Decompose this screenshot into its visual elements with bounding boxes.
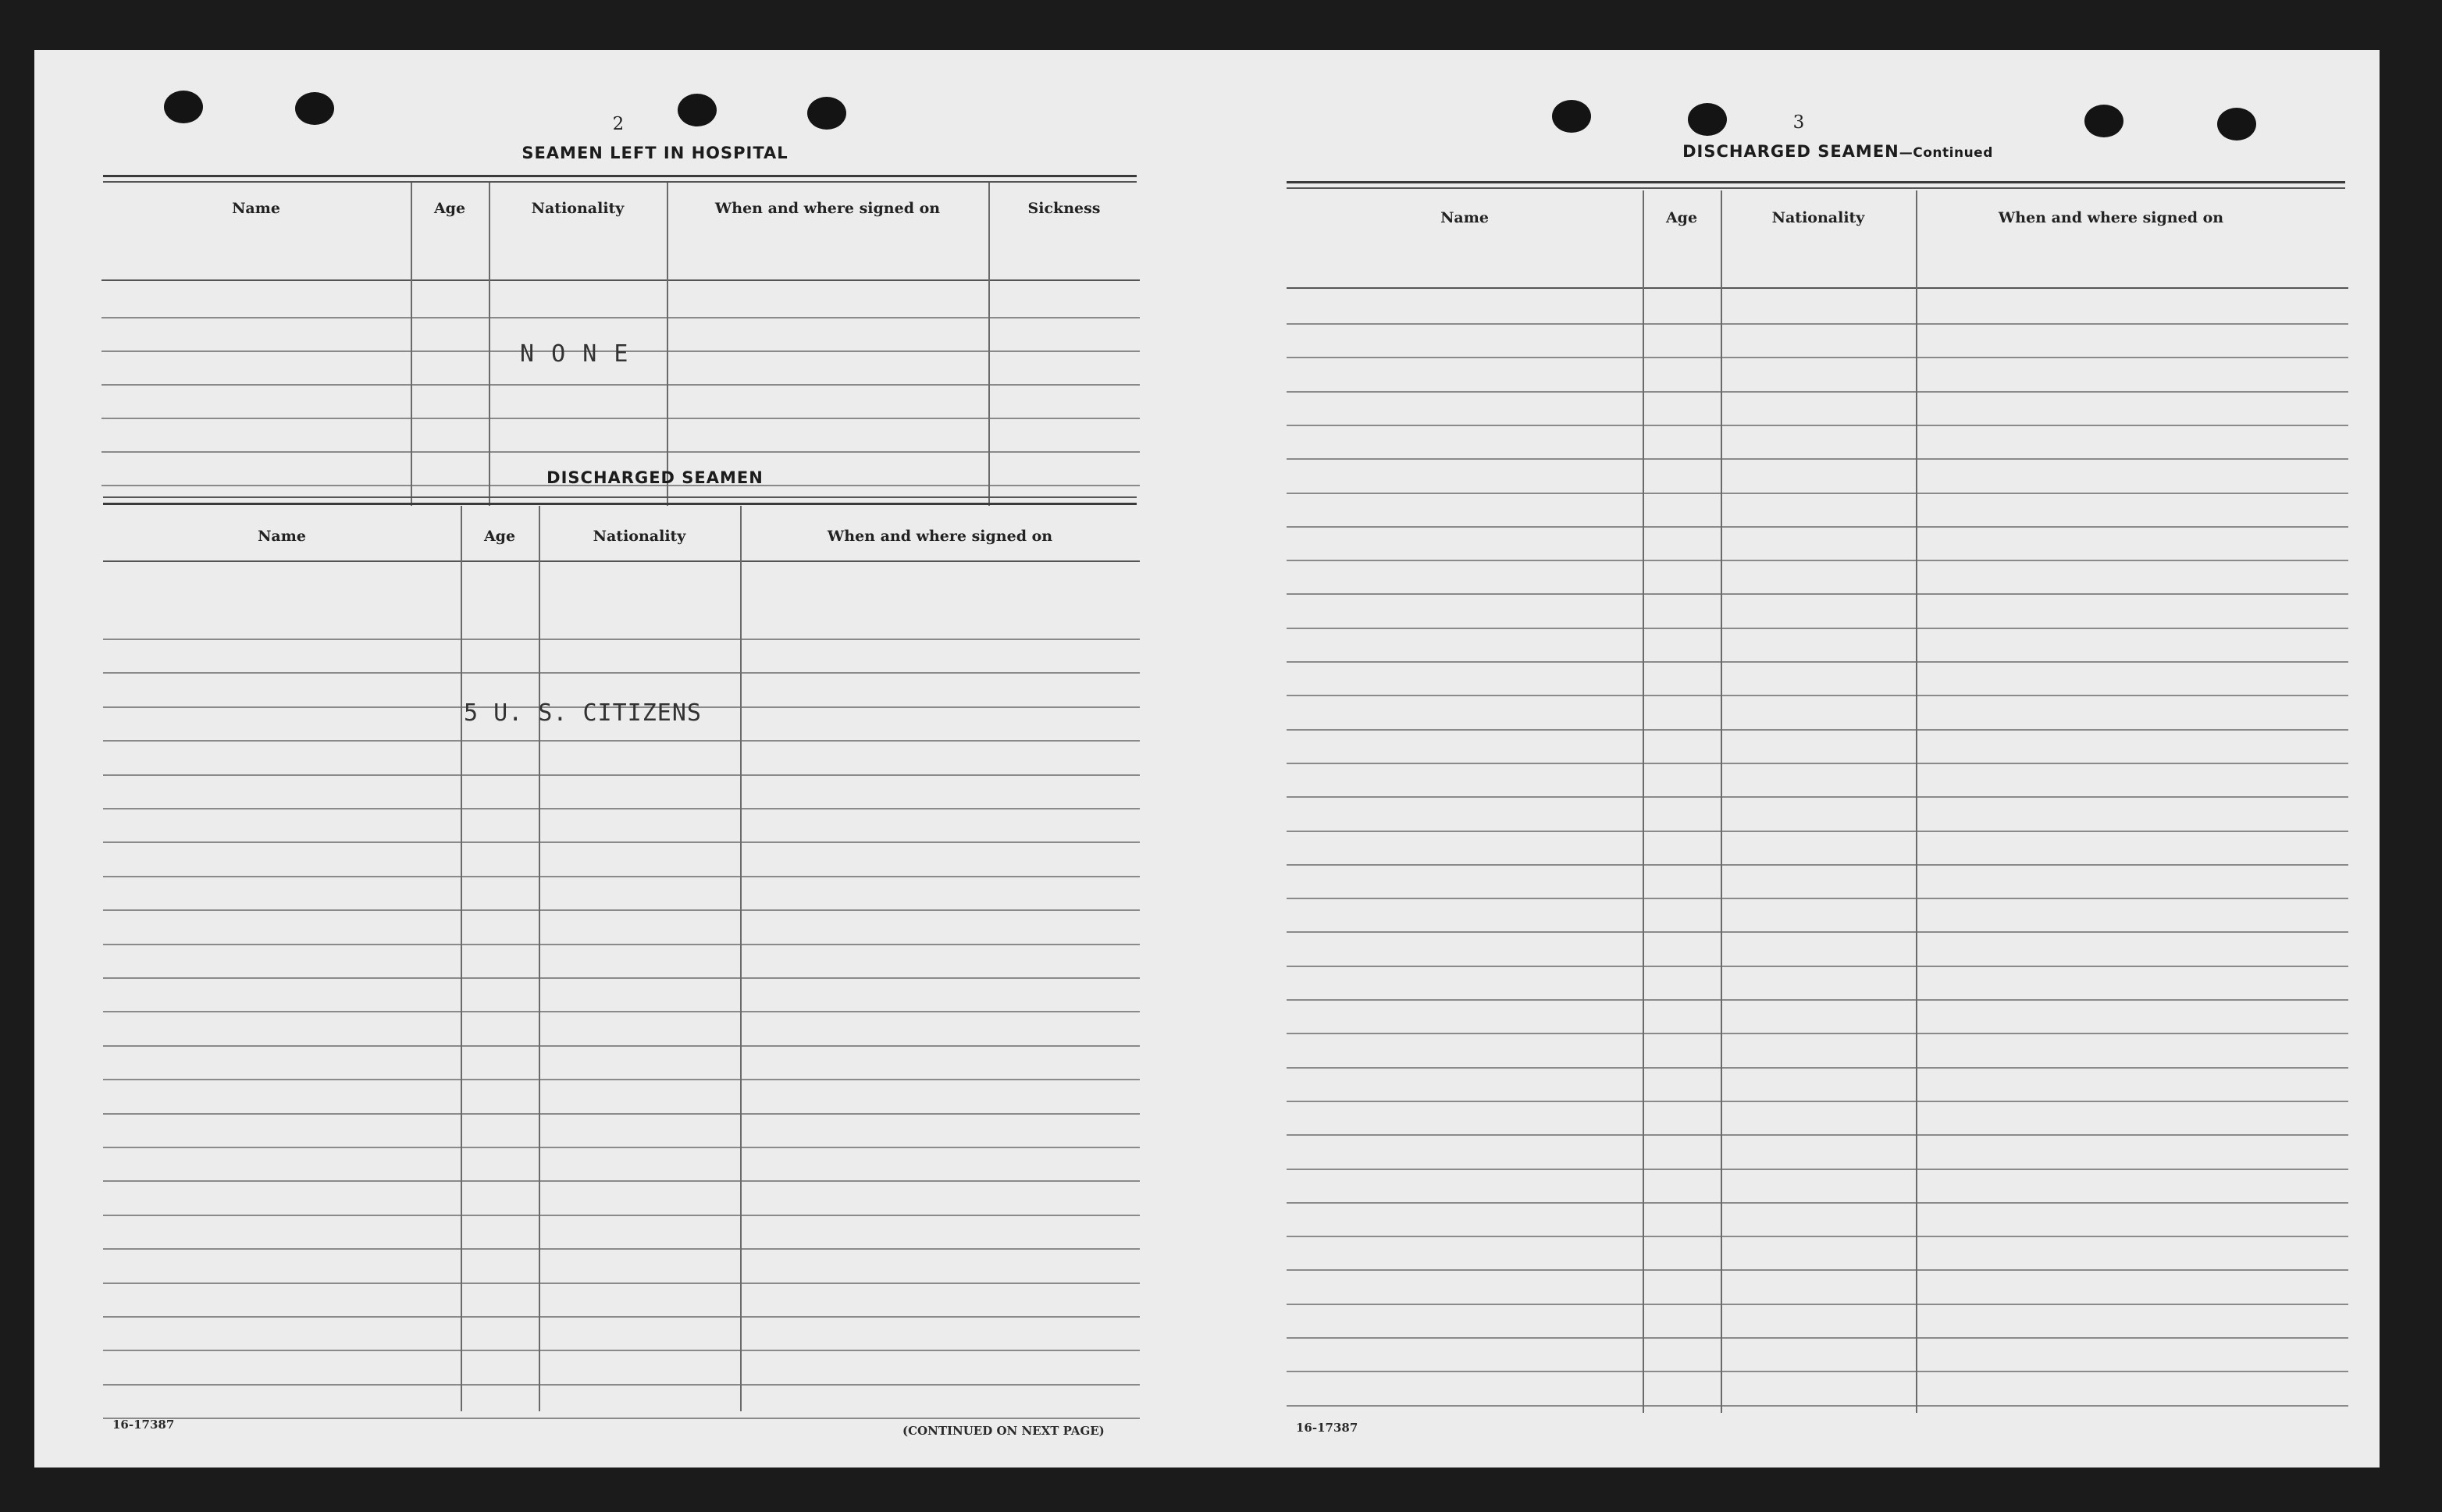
punch-hole-7 [2084, 105, 2123, 137]
discharged-table-left-row-line [103, 909, 1140, 911]
discharged-continued-main: DISCHARGED SEAMEN [1682, 142, 1899, 161]
hospital-col-sickness: Sickness [1027, 200, 1101, 217]
punch-hole-8 [2217, 108, 2256, 141]
discharged-table-left-row-line [103, 1418, 1140, 1419]
discharged-col-age: Age [483, 528, 516, 545]
discharged-table-right-row-line [1287, 1033, 2348, 1034]
hospital-table-column-divider [411, 183, 412, 506]
hospital-col-name: Name [232, 200, 280, 217]
left-form-number: 16-17387 [112, 1418, 175, 1432]
hospital-table-column-divider [489, 183, 490, 506]
discharged-col-name: Name [258, 528, 306, 545]
discharged-table-right-row-line [1287, 966, 2348, 967]
discharged-table-right-row-line [1287, 1371, 2348, 1372]
discharged-table-right-row-line [1287, 831, 2348, 832]
punch-hole-2 [295, 92, 334, 125]
discharged-table-right-row-line [1287, 1337, 2348, 1339]
hospital-table-column-divider [988, 183, 990, 506]
hospital-col-nationality: Nationality [531, 200, 625, 217]
discharged-table-right-row-line [1287, 661, 2348, 663]
right-col-signed-on: When and where signed on [1998, 209, 2224, 226]
discharged-table-right-row-line [1287, 560, 2348, 561]
discharged-table-left-row-line [103, 1011, 1140, 1012]
right-col-nationality: Nationality [1771, 209, 1865, 226]
discharged-table-left [103, 506, 1140, 1411]
discharged-table-right-row-line [1287, 323, 2348, 325]
discharged-continued-title [1565, 142, 2111, 161]
discharged-col-nationality: Nationality [593, 528, 686, 545]
punch-hole-6 [1688, 103, 1727, 136]
discharged-table-right-row-line [1287, 1134, 2348, 1136]
hospital-table-column-divider [667, 183, 668, 506]
right-title-rule [1287, 181, 2345, 183]
discharged-table-right [1287, 190, 2348, 1413]
discharged-table-left-row-line [103, 774, 1140, 776]
discharged-table-left-row-line [103, 1384, 1140, 1386]
discharged-table-right-row-line [1287, 796, 2348, 798]
discharged-table-left-row-line [103, 1147, 1140, 1148]
discharged-continued-suffix: —Continued [1899, 145, 1993, 161]
discharged-table-right-row-line [1287, 1101, 2348, 1102]
discharged-table-right-row-line [1287, 357, 2348, 358]
discharged-table-left-row-line [103, 1180, 1140, 1182]
discharged-table-right-row-line [1287, 864, 2348, 866]
discharged-table-right-row-line [1287, 1202, 2348, 1204]
right-col-age: Age [1665, 209, 1698, 226]
discharged-table-right-row-line [1287, 1304, 2348, 1305]
discharged-table-right-header-rule [1287, 287, 2348, 289]
discharged-table-left-row-line [103, 1350, 1140, 1351]
hospital-col-age: Age [433, 200, 466, 217]
discharged-table-right-row-line [1287, 729, 2348, 731]
discharged-table-right-row-line [1287, 425, 2348, 426]
hospital-section-title: SEAMEN LEFT IN HOSPITAL [522, 144, 788, 162]
punch-hole-3 [678, 94, 717, 126]
discharged-table-right-column-divider [1916, 190, 1917, 1413]
discharged-section-title: DISCHARGED SEAMEN [546, 468, 764, 487]
discharged-table-left-row-line [103, 1283, 1140, 1284]
discharged-table-right-row-line [1287, 898, 2348, 899]
discharged-table-left-row-line [103, 639, 1140, 640]
discharged-table-right-row-line [1287, 931, 2348, 933]
discharged-title-rule [103, 496, 1137, 498]
discharged-table-right-row-line [1287, 999, 2348, 1001]
discharged-table-right-row-line [1287, 1169, 2348, 1170]
hospital-entry-none: N O N E [520, 340, 630, 368]
discharged-table-right-row-line [1287, 493, 2348, 494]
discharged-table-right-row-line [1287, 1067, 2348, 1069]
discharged-table-left-row-line [103, 1045, 1140, 1047]
right-title-rule-2 [1287, 187, 2345, 189]
discharged-table-left-row-line [103, 808, 1140, 809]
discharged-table-right-row-line [1287, 628, 2348, 629]
continued-note: (CONTINUED ON NEXT PAGE) [902, 1424, 1105, 1438]
discharged-table-left-row-line [103, 841, 1140, 843]
punch-hole-1 [164, 91, 203, 123]
hospital-table-row-line [101, 451, 1140, 453]
discharged-table-left-header-rule [103, 560, 1140, 562]
discharged-table-right-row-line [1287, 526, 2348, 528]
discharged-table-right-row-line [1287, 763, 2348, 764]
discharged-table-left-row-line [103, 1079, 1140, 1080]
discharged-table-left-row-line [103, 977, 1140, 979]
discharged-col-signed-on: When and where signed on [827, 528, 1053, 545]
discharged-table-right-row-line [1287, 1405, 2348, 1407]
discharged-table-left-column-divider [461, 506, 462, 1411]
discharged-table-left-row-line [103, 876, 1140, 877]
punch-hole-4 [807, 97, 846, 130]
discharged-table-left-column-divider [539, 506, 540, 1411]
hospital-table-header-rule [101, 279, 1140, 281]
discharged-table-right-row-line [1287, 391, 2348, 393]
discharged-table-right-column-divider [1721, 190, 1722, 1413]
discharged-table-left-row-line [103, 1215, 1140, 1216]
discharged-table-left-row-line [103, 672, 1140, 674]
right-form-number: 16-17387 [1296, 1421, 1358, 1435]
discharged-title-rule-2 [103, 503, 1137, 505]
punch-hole-5 [1552, 100, 1591, 133]
discharged-table-left-row-line [103, 944, 1140, 945]
discharged-table-right-row-line [1287, 593, 2348, 595]
discharged-table-left-column-divider [740, 506, 742, 1411]
right-page-number: 3 [1792, 112, 1805, 133]
discharged-table-left-row-line [103, 1113, 1140, 1115]
discharged-table-right-column-divider [1643, 190, 1644, 1413]
discharged-table-right-row-line [1287, 1269, 2348, 1271]
right-col-name: Name [1440, 209, 1489, 226]
hospital-col-signed-on: When and where signed on [714, 200, 941, 217]
left-page-number: 2 [612, 114, 625, 134]
discharged-table-right-row-line [1287, 695, 2348, 696]
hospital-table-row-line [101, 317, 1140, 318]
hospital-title-rule [103, 175, 1137, 177]
discharged-table-left-row-line [103, 1248, 1140, 1250]
form-sheet [34, 50, 2380, 1468]
discharged-table-left-row-line [103, 740, 1140, 742]
hospital-table-row-line [101, 418, 1140, 419]
discharged-entry-citizens: 5 U. S. CITIZENS [464, 699, 702, 727]
hospital-table-row-line [101, 384, 1140, 386]
discharged-table-right-row-line [1287, 458, 2348, 460]
discharged-table-right-row-line [1287, 1236, 2348, 1237]
discharged-table-left-row-line [103, 1316, 1140, 1318]
